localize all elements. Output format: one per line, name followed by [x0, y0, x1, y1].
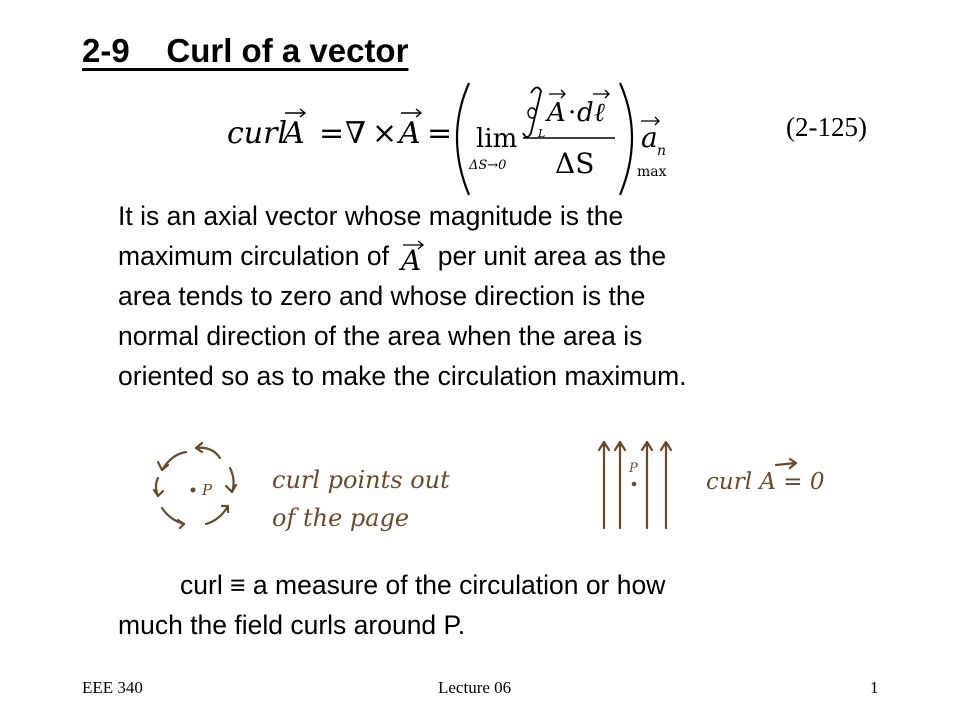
curl-zero-sketch [704, 455, 854, 503]
eq-integral-sub: L [538, 127, 546, 140]
eq-lhs-a: A [283, 116, 305, 151]
measure-line-2: much the field curls around P. [118, 610, 466, 640]
eq-max: max [637, 164, 667, 180]
eq-lim-sub: ΔS→0 [469, 158, 507, 173]
eq-mid-a: A [399, 116, 421, 151]
left-point-label: P [202, 481, 213, 499]
eq-lhs-curl: curl [227, 116, 288, 151]
eq-times: × [372, 116, 398, 151]
axial-vector-paragraph [118, 196, 898, 396]
circulating-arrows-icon [154, 443, 236, 528]
eq-num-ell: ℓ [594, 98, 605, 128]
measure-line-1 [118, 565, 918, 605]
eq-unit-a: a [641, 121, 658, 154]
footer-page-number: 1 [870, 678, 879, 697]
paragraph-line-1: It is an axial vector whose magnitude is the [118, 201, 624, 231]
eq-lim: lim [476, 124, 518, 154]
curl-definition-equation [225, 77, 705, 202]
curl-measure-paragraph [118, 565, 918, 645]
eq-nabla: ∇ [345, 116, 366, 151]
measure-line-1-rest: a measure of the circulation or how [252, 570, 666, 600]
right-paren-icon [620, 83, 632, 195]
curl-out-of-page-line-2: of the page [272, 504, 410, 532]
slide-title: 2-9 Curl of a vector [82, 32, 409, 69]
parallel-field-sketch [592, 432, 682, 532]
eq-denominator: ΔS [555, 147, 595, 180]
paragraph-line-2b: per unit area as the [437, 241, 667, 271]
footer-lecture: Lecture 06 [438, 678, 512, 697]
eq-num-a: A [547, 98, 566, 128]
paragraph-line-4: normal direction of the area when the area is [118, 321, 643, 351]
inline-a-letter: A [401, 244, 422, 274]
curl-out-of-page-line-1: curl points out [272, 466, 450, 494]
paragraph-line-5: oriented so as to make the circulation maximum. [118, 361, 687, 391]
left-paren-icon [457, 83, 469, 195]
eq-equals-2: = [427, 116, 453, 151]
footer-course: EEE 340 [82, 678, 143, 697]
right-point-label: P [629, 461, 638, 476]
eq-unit-sub: n [657, 143, 667, 159]
curl-term: curl [180, 570, 223, 600]
equivalence-symbol: ≡ [230, 570, 246, 600]
curl-zero-text: curl A = 0 [706, 469, 825, 495]
circulation-sketch [150, 440, 260, 540]
eq-equals-1: = [319, 116, 345, 151]
eq-num-dot: · [568, 98, 577, 128]
paragraph-line-3: area tends to zero and whose direction is the [118, 281, 646, 311]
paragraph-line-2 [118, 236, 898, 276]
vector-a-icon [396, 240, 430, 274]
equation-number: (2-125) [786, 112, 867, 142]
paragraph-line-2a: maximum circulation of [118, 241, 389, 271]
eq-num-d: d [577, 98, 594, 128]
